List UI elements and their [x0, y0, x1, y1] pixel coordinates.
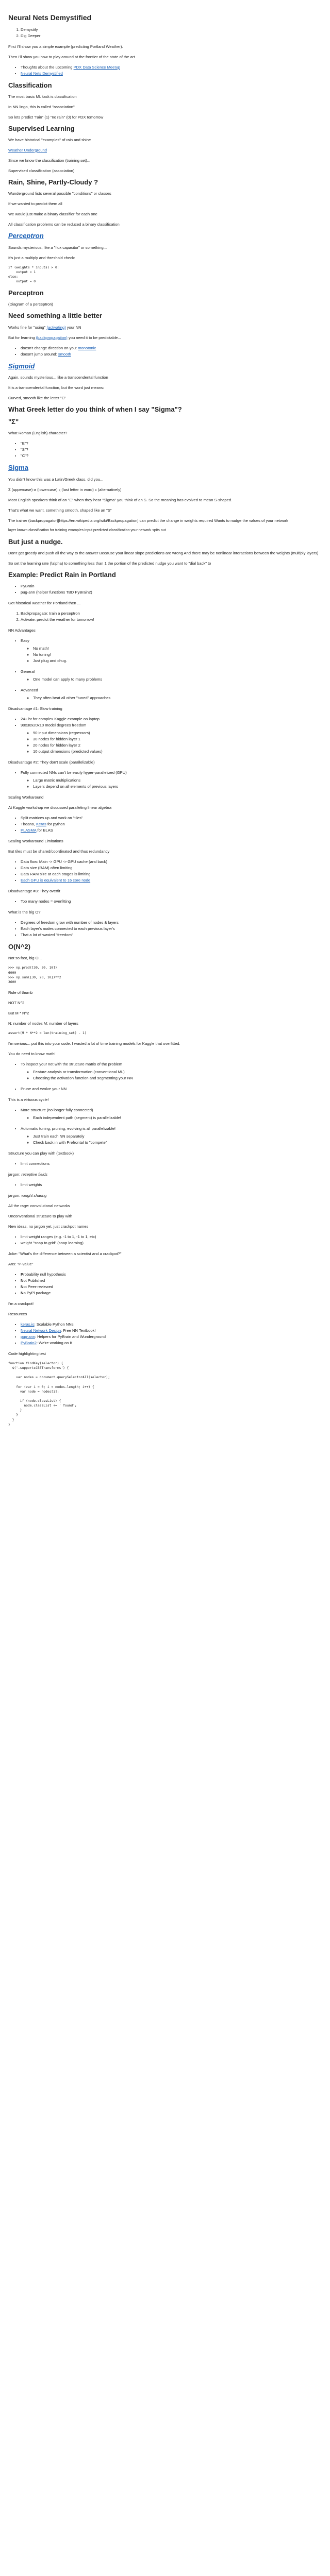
list-item: ◦ 20 nodes for hidden layer 2	[33, 742, 322, 748]
list-item: • limit weight ranges (e.g. -1 to 1, -1 to 1, etc)	[21, 1234, 322, 1240]
text: you need it to be predictable...	[67, 335, 121, 340]
list-item: • Each layer's nodes connected to each previous layer's	[21, 926, 322, 931]
list-item: • pug-ann (helper functions TBD PyBrain2)	[21, 589, 322, 595]
list-item	[21, 1340, 322, 1346]
paragraph: Disadvantage #2: They don't scale (parallelizable)	[8, 760, 95, 765]
paragraph: Structure you can play with (textbook)	[8, 1151, 74, 1156]
list-item: • Data size (RAM) often limiting	[21, 865, 322, 871]
list	[8, 1272, 322, 1296]
section-heading-example: Example: Predict Rain in Portland	[8, 570, 116, 579]
monotonic-link[interactable]: monotonic	[78, 345, 96, 350]
list-item: • That a lot of wasted "freedom"	[21, 932, 322, 938]
list-item: • "E"?	[21, 440, 322, 446]
paragraph: Most English speakers think of an "E" when they hear "Sigma" you think of an S. So the meaning has evolved to mean S-shaped.	[8, 497, 233, 502]
paragraph: The trainer (backpropagator)[https://en.wikipedia.org/wiki/Backpropagation] can predict the change in weights required Wants to nudge the values of your network	[8, 518, 288, 523]
list-item	[21, 1334, 322, 1340]
bold-letter: N	[21, 1291, 24, 1296]
list-item: ◦ Just plug and chug.	[33, 658, 322, 664]
list-item	[21, 877, 322, 883]
list-item	[21, 1278, 322, 1283]
perceptron-link-text: Perceptron	[8, 232, 44, 240]
section-heading-big-o: O(N^2)	[8, 943, 30, 951]
page-bottom-spacer	[8, 1432, 322, 1473]
steps-list	[8, 611, 322, 622]
list-item	[21, 1107, 322, 1121]
paragraph: It is a transcendental function, but the word just means:	[8, 385, 104, 390]
list	[8, 1234, 322, 1246]
paragraph: Don't get greedy and push all the way to the answer Because your linear slope predictions are wrong And there may be nonlinear interactions between the weights (multiply layers)	[8, 550, 319, 555]
paragraph: We have historical "examples" of rain and shine	[8, 138, 91, 142]
paragraph: Code highlighting test	[8, 1351, 46, 1357]
section-heading-sigmoid	[8, 362, 322, 370]
text: your NN	[65, 325, 81, 330]
list-item: • Split matrices up and work on "tiles"	[21, 815, 322, 821]
list	[8, 1161, 322, 1166]
text: robability null hypothesis	[23, 1272, 66, 1277]
resources-list	[8, 1321, 322, 1346]
code-block: function findKey(selector) { $('.supportsCSSTransforms') { var nodes = document.querySelectorAll(selector); for (var i = 0; i < nodes.length; i++) { var node = nodes[i]; if (node.classList) { node.classList += ' found'; } } } }	[8, 1362, 110, 1427]
paragraph: Not so fast, big O...	[8, 956, 42, 961]
list	[8, 440, 322, 459]
section-heading-greek: What Greek letter do you think of when I say "Sigma"?	[8, 405, 182, 413]
paragraph: We would just make a binary classifier for each one	[8, 212, 97, 217]
text: : We're working on it	[36, 1341, 72, 1346]
paragraph: Disadvantage #3: They overfit	[8, 889, 60, 894]
list-item: • "C"?	[21, 453, 322, 459]
sub-list	[21, 730, 322, 754]
text: : Scalable Python NNs	[34, 1322, 74, 1327]
list-item	[21, 64, 322, 70]
list-item: • Data RAM size at each stages is limiting	[21, 871, 322, 877]
paragraph: Rule of thumb	[8, 990, 33, 995]
list	[8, 345, 322, 357]
paragraph: But tiles must be shared/coordinated and thus redundancy	[8, 849, 110, 854]
paragraph: That's what we want, something smooth, shaped like an "S"	[8, 507, 112, 513]
list-item: • Too many nodes = overfitting	[21, 899, 322, 904]
list-item: ◦ No tuning!	[33, 652, 322, 657]
list-item	[21, 1126, 322, 1145]
list-item: ◦ Each independent path (segment) is parallelizable!	[33, 1115, 322, 1121]
paragraph: Scaling Workaround Limitations	[8, 839, 63, 844]
paragraph: Curved, smooth like the letter "C"	[8, 395, 66, 400]
text: for BLAS	[36, 828, 53, 833]
list-item	[21, 687, 322, 701]
intro-paragraph: First I'll show you a simple example (predicting Portland Weather).	[8, 44, 123, 49]
list-item: ◦ They often beat all other "tuned" approaches	[33, 695, 322, 701]
paragraph: Get historical weather for Portland then ...	[8, 601, 81, 606]
list-item: • 24+ hr for complex Kaggle example on laptop	[21, 716, 322, 722]
text: 90x30x20x10 model degrees freedom	[21, 723, 87, 728]
paragraph: Sounds mysterious, like a "flux capacitor" or something...	[8, 245, 107, 250]
paragraph: N: number of nodes M: number of layers	[8, 1021, 78, 1026]
text: Automatic tuning, pruning, evolving is all parallelizable!	[21, 1126, 116, 1131]
list-item	[21, 1290, 322, 1296]
list-item: • "S"?	[21, 447, 322, 452]
paragraph: But M * N^2	[8, 1010, 29, 1015]
text: : Free NN Textbook!	[61, 1328, 96, 1333]
paragraph: The most basic ML task is classification	[8, 94, 77, 99]
list	[8, 859, 322, 883]
paragraph: Ans: "P-value"	[8, 1262, 34, 1267]
list-item	[21, 1284, 322, 1290]
list-item: • limit connections	[21, 1161, 322, 1166]
paragraph: You do need to know math!	[8, 1052, 56, 1057]
list-item-text: Thoughts about the upcoming	[21, 64, 74, 70]
nn-design-link[interactable]: Neural Network Design	[21, 1328, 61, 1333]
list	[8, 1061, 322, 1092]
paragraph: So set the learning rate (\alpha) to something less than 1 the portion of the predicted nudge you want to "dial back" to	[8, 561, 211, 566]
perceptron-link[interactable]	[8, 232, 44, 240]
paragraph: All classification problems can be reduced a binary classification	[8, 222, 120, 227]
jargon-term: weight sharing	[21, 1193, 47, 1198]
paragraph: You didn't know this was a Latin/Greek class, did you...	[8, 477, 104, 482]
paragraph: Wunderground lists several possible "conditions" or classes	[8, 191, 111, 196]
list-item: ◦ Just train each NN separately	[33, 1133, 322, 1139]
paragraph: layer known classification for training examples input predicted classification your network spits out	[8, 528, 166, 532]
smooth-link[interactable]: smooth	[58, 351, 71, 357]
text: o PyPi package	[23, 1291, 51, 1296]
sub-list	[21, 1133, 322, 1145]
paragraph: What Roman (English) character?	[8, 431, 68, 436]
list-item: ◦ Choosing the activation function and segmenting your NN	[33, 1075, 322, 1081]
bold-letter: P	[21, 1272, 24, 1277]
paragraph: Σ (uppercase) σ (lowercase) ς (last letter in word) c (alternatively)	[8, 487, 122, 492]
text: for python	[46, 822, 65, 827]
intro-list	[8, 64, 322, 76]
text: Advanced	[21, 688, 38, 693]
text: ot Published	[23, 1278, 45, 1283]
gpu-link[interactable]: Each GPU is equivalent to 16 core node	[21, 878, 91, 883]
sub-list	[21, 695, 322, 701]
paragraph: NN Advantages	[8, 628, 36, 633]
list	[8, 1107, 322, 1145]
paragraph: This is a virtuous cycle!	[8, 1097, 49, 1103]
pug-ann-link[interactable]: pug-ann	[21, 1334, 35, 1340]
paragraph	[8, 1193, 322, 1198]
list-item	[21, 71, 322, 76]
paragraph: I'm serious... put this into your code. I wasted a lot of time training models for Kaggle that overfitted.	[8, 1041, 180, 1046]
section-heading-better: Need something a little better	[8, 312, 103, 320]
paragraph: (Diagram of a perceptron)	[8, 302, 53, 307]
list-item: ◦ 30 nodes for hidden layer 1	[33, 736, 322, 742]
jargon-term: receptive fields	[21, 1172, 47, 1177]
section-heading-rain: Rain, Shine, Partly-Cloudy ?	[8, 178, 98, 186]
text: More structure (no longer fully connected)	[21, 1108, 93, 1113]
list-item	[21, 1328, 322, 1333]
text: Easy	[21, 638, 29, 643]
text: jargon:	[8, 1193, 22, 1198]
list-item: ◦ 10 output dimensions (predicted values)	[33, 749, 322, 754]
talk-link[interactable]: Neural Nets Demystified	[21, 71, 63, 76]
keras-link[interactable]: Keras	[36, 822, 46, 827]
meetup-link[interactable]: PDX Data Science Meetup	[73, 64, 120, 70]
list-item: 1. Backpropagate: train a perceptron	[21, 611, 322, 616]
list-item	[21, 1321, 322, 1327]
section-heading-perceptron-diagram: Perceptron	[8, 289, 44, 297]
list-item	[21, 669, 322, 682]
text: To inspect your net with the structure matrix of the problem	[21, 1062, 123, 1067]
list-item	[21, 638, 322, 664]
text: : Helpers for PyBrain and Wunderground	[35, 1334, 106, 1340]
bold-letter: N	[21, 1278, 24, 1283]
paragraph: Scaling Workaround	[8, 795, 44, 800]
sub-list	[21, 646, 322, 664]
section-heading-nudge: But just a nudge.	[8, 537, 63, 546]
list	[8, 583, 322, 595]
list	[8, 716, 322, 754]
paragraph	[8, 325, 322, 330]
text: Works fine for "using"	[8, 325, 47, 330]
list-item	[21, 770, 322, 789]
page-title: Neural Nets Demystified	[8, 13, 92, 22]
activating-link[interactable]: (activating)	[46, 325, 66, 330]
list-item: ◦ Large matrix multiplications	[33, 777, 322, 783]
sub-list	[21, 676, 322, 682]
paragraph: At Kaggle workshop we discussed paralleling linear algebra	[8, 805, 112, 810]
list	[8, 815, 322, 833]
list-item	[21, 345, 322, 351]
backprop-link[interactable]: (backpropagation)	[36, 335, 68, 340]
sigmoid-link[interactable]	[8, 362, 35, 370]
toc-item: 1. Demystify	[21, 27, 322, 32]
list-item: • weight "snap to grid" (snap learning)	[21, 1240, 322, 1246]
paragraph: Disadvantage #1: Slow training	[8, 706, 62, 711]
list-item: ◦ Feature analysis or transformation (conventional ML)	[33, 1069, 322, 1075]
sigma-glyph-heading: "Σ"	[8, 418, 19, 426]
list-item	[21, 1061, 322, 1081]
text: jargon:	[8, 1172, 22, 1177]
list	[8, 1182, 322, 1188]
pybrain2-link[interactable]: PyBrain2	[21, 1341, 37, 1346]
sigma-link[interactable]: Sigma	[8, 464, 29, 472]
list-item	[21, 821, 322, 827]
paragraph: What is the big O?	[8, 910, 41, 915]
paragraph: Resources	[8, 1312, 27, 1317]
text: doesn't jump around:	[21, 351, 58, 357]
paragraph: If we wanted to predict them all	[8, 201, 62, 207]
list-item: • limit weights	[21, 1182, 322, 1188]
section-heading-sigma	[8, 464, 322, 472]
list	[8, 770, 322, 789]
text: ot Peer-reviewed	[23, 1284, 53, 1290]
sub-list	[21, 1115, 322, 1121]
toc-list	[8, 27, 322, 39]
paragraph: I'm a crackpot!	[8, 1301, 34, 1307]
list	[8, 899, 322, 904]
list-item: ◦ Check back in with Prefrontal to "compete"	[33, 1140, 322, 1145]
paragraph: New ideas, no jargon yet, just crackpot names	[8, 1224, 89, 1229]
text: doesn't change direction on you:	[21, 345, 78, 350]
list-item: • Degrees of freedom grow with number of nodes & layers	[21, 920, 322, 925]
bold-letter: N	[21, 1284, 24, 1290]
paragraph	[8, 335, 322, 341]
list-item: ◦ Layers depend on all elements of previous layers	[33, 784, 322, 789]
list-item: • Data flow: Main -> GPU -> GPU cache (and back)	[21, 859, 322, 865]
advantages-list	[8, 638, 322, 701]
text: But for learning	[8, 335, 36, 340]
list-item	[21, 1272, 322, 1277]
paragraph: NOT N^2	[8, 1000, 25, 1005]
paragraph: Unconventional structure to play with	[8, 1214, 73, 1219]
list-item: • PyBrain	[21, 583, 322, 589]
paragraph: It's just a multiply and threshold check:	[8, 255, 75, 260]
paragraph: Again, sounds mysterious... like a transcendental function	[8, 375, 108, 380]
toc-item: 2. Dig Deeper	[21, 33, 322, 39]
paragraph	[8, 147, 322, 153]
keras-io-link[interactable]: keras.io	[21, 1322, 35, 1327]
paragraph: All the rage: convolutional networks	[8, 1204, 70, 1209]
list-item	[21, 722, 322, 754]
text: General	[21, 669, 35, 674]
paragraph: So lets predict "rain" (1) "no rain" (0) for PDX tomorrow	[8, 114, 104, 120]
paragraph	[8, 1172, 322, 1177]
list-item: ◦ 90 input dimensions (regressors)	[33, 730, 322, 736]
code-block: if (weights * inputs) > 0: output = 1 else: output = 0	[8, 265, 59, 283]
paragraph: Joke: "What's the difference between a scientist and a crackpot?"	[8, 1251, 122, 1257]
plasma-link[interactable]: PLASMA	[21, 828, 37, 833]
sub-list	[21, 777, 322, 789]
text: Theano,	[21, 822, 36, 827]
list-item: ◦ One model can apply to many problems	[33, 676, 322, 682]
code-block: assert(M * N**2 < len(training_set) - 1)	[8, 1031, 87, 1035]
section-heading-perceptron	[8, 232, 322, 240]
list-item	[21, 827, 322, 833]
paragraph: Supervised classification (association)	[8, 168, 75, 173]
list-item	[21, 351, 322, 357]
section-heading-classification: Classification	[8, 81, 52, 89]
sigmoid-link-text: Sigmoid	[8, 362, 35, 370]
list-item: 2. Activate: predict the weather for tomorrow!	[21, 617, 322, 622]
section-heading-supervised: Supervised Learning	[8, 124, 75, 132]
text: Fully connected NNs can't be easily hyper-parallelized (GPU)	[21, 770, 127, 775]
paragraph: In NN lingo, this is called "association"	[8, 104, 75, 109]
code-block: >>> np.prod([30, 20, 10]) 6000 >>> np.sum([30, 20, 10])**2 3600	[8, 966, 61, 984]
sub-list	[21, 1069, 322, 1081]
list-item: ◦ No math!	[33, 646, 322, 651]
intro-paragraph: Then I'll show you how to play around at the frontier of the state of the art	[8, 54, 135, 59]
wunderground-link[interactable]: Weather Underground	[8, 148, 47, 152]
list	[8, 920, 322, 938]
list-item: • Prune and evolve your NN	[21, 1086, 322, 1092]
paragraph: Since we know the classification (training set)...	[8, 158, 91, 163]
